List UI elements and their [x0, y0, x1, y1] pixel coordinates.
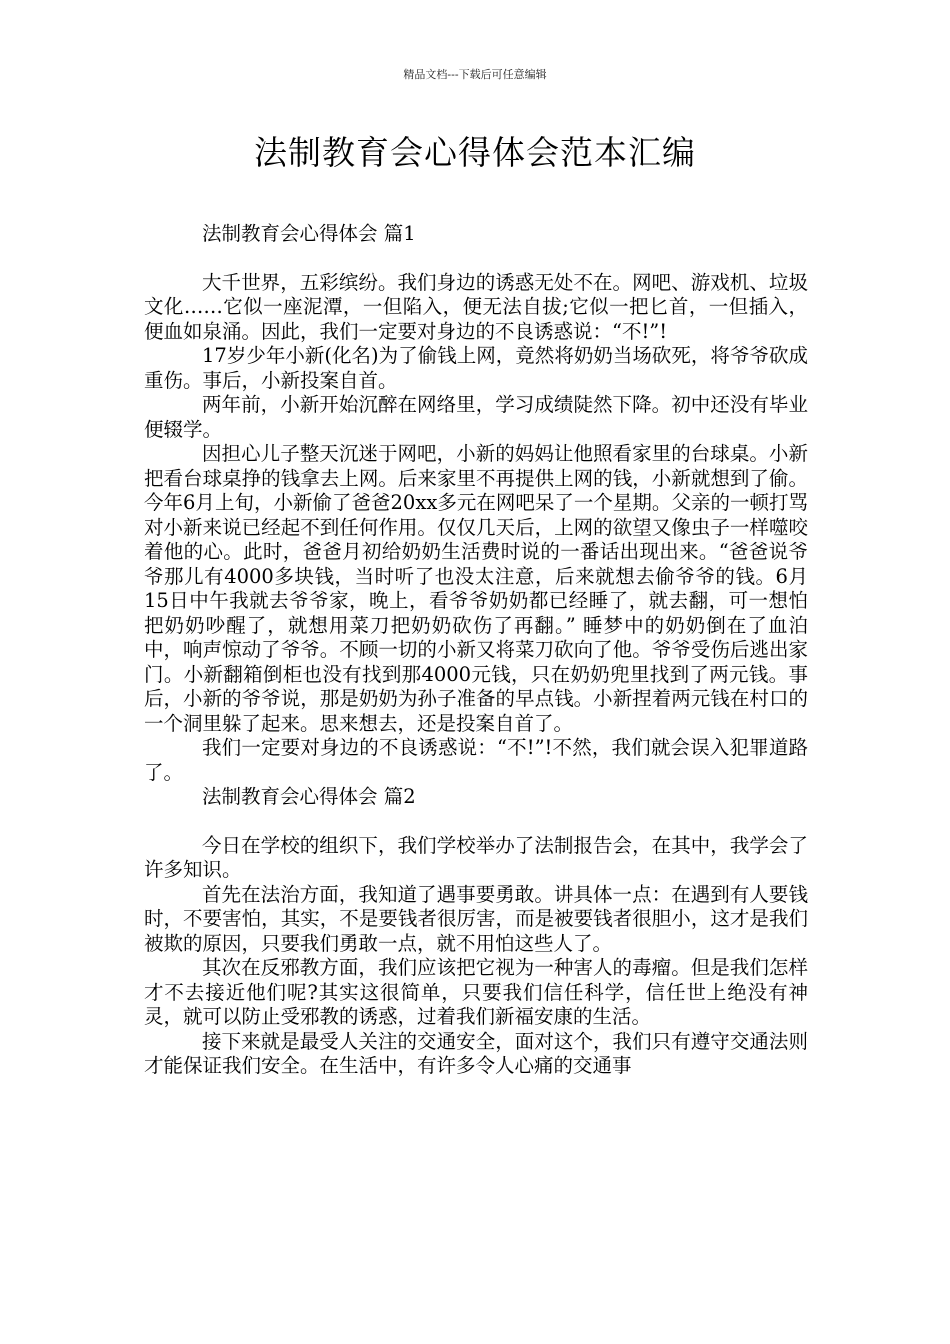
document-title: 法制教育会心得体会范本汇编	[254, 133, 696, 172]
paragraph: 我们一定要对身边的不良诱惑说：“不!”!不然，我们就会误入犯罪道路了。	[144, 736, 808, 784]
paragraph: 首先在法治方面，我知道了遇事要勇敢。讲具体一点：在遇到有人要钱时，不要害怕，其实，不是要钱者很厉害，而是被要钱者很胆小，这才是我们被欺的原因，只要我们勇敢一点，就不用怕这些人了。	[144, 882, 808, 955]
section-heading-2: 法制教育会心得体会 篇2	[202, 785, 416, 808]
paragraph: 两年前，小新开始沉醉在网络里，学习成绩陡然下降。初中还没有毕业便辍学。	[144, 393, 808, 441]
paragraph: 17岁少年小新(化名)为了偷钱上网，竟然将奶奶当场砍死，将爷爷砍成重伤。事后，小新投案自首。	[144, 344, 808, 392]
paragraph: 今日在学校的组织下，我们学校举办了法制报告会，在其中，我学会了许多知识。	[144, 833, 808, 881]
paragraph: 大千世界，五彩缤纷。我们身边的诱惑无处不在。网吧、游戏机、垃圾文化……它似一座泥潭，一但陷入，便无法自拔;它似一把匕首，一但插入，便血如泉涌。因此，我们一定要对身边的不良诱惑说：“不!”!	[144, 270, 808, 343]
header-note: 精品文档---下载后可任意编辑	[403, 68, 547, 81]
document-body	[144, 222, 808, 1079]
section-heading-1: 法制教育会心得体会 篇1	[202, 222, 416, 245]
paragraph: 其次在反邪教方面，我们应该把它视为一种害人的毒瘤。但是我们怎样才不去接近他们呢?其实这很简单，只要我们信任科学，信任世上绝没有神灵，就可以防止受邪教的诱惑，过着我们新福安康的生活。	[144, 956, 808, 1028]
paragraph: 因担心儿子整天沉迷于网吧，小新的妈妈让他照看家里的台球桌。小新把看台球桌挣的钱拿去上网。后来家里不再提供上网的钱，小新就想到了偷。今年6月上旬，小新偷了爸爸20xx多元在网吧呆了一个星期。父亲的一顿打骂对小新来说已经起不到任何作用。仅仅几天后，上网的欲望又像虫子一样噬咬着他的心。此时，爸爸月初给奶奶生活费时说的一番话出现出来。“爸爸说爷爷那儿有4000多块钱，当时听了也没太注意，后来就想去偷爷爷的钱。6月15日中午我就去爷爷家，晚上，看爷爷奶奶都已经睡了，就去翻，可一想怕把奶奶吵醒了，就想用菜刀把奶奶砍伤了再翻。” 睡梦中的奶奶倒在了血泊中，响声惊动了爷爷。不顾一切的小新又将菜刀砍向了他。爷爷受伤后逃出家门。小新翻箱倒柜也没有找到那4000元钱，只在奶奶兜里找到了两元钱。事后，小新的爷爷说，那是奶奶为孙子准备的早点钱。小新捏着两元钱在村口的一个洞里躲了起来。思来想去，还是投案自首了。	[144, 442, 808, 735]
paragraph: 接下来就是最受人关注的交通安全，面对这个，我们只有遵守交通法则才能保证我们安全。在生活中，有许多令人心痛的交通事	[144, 1029, 808, 1077]
